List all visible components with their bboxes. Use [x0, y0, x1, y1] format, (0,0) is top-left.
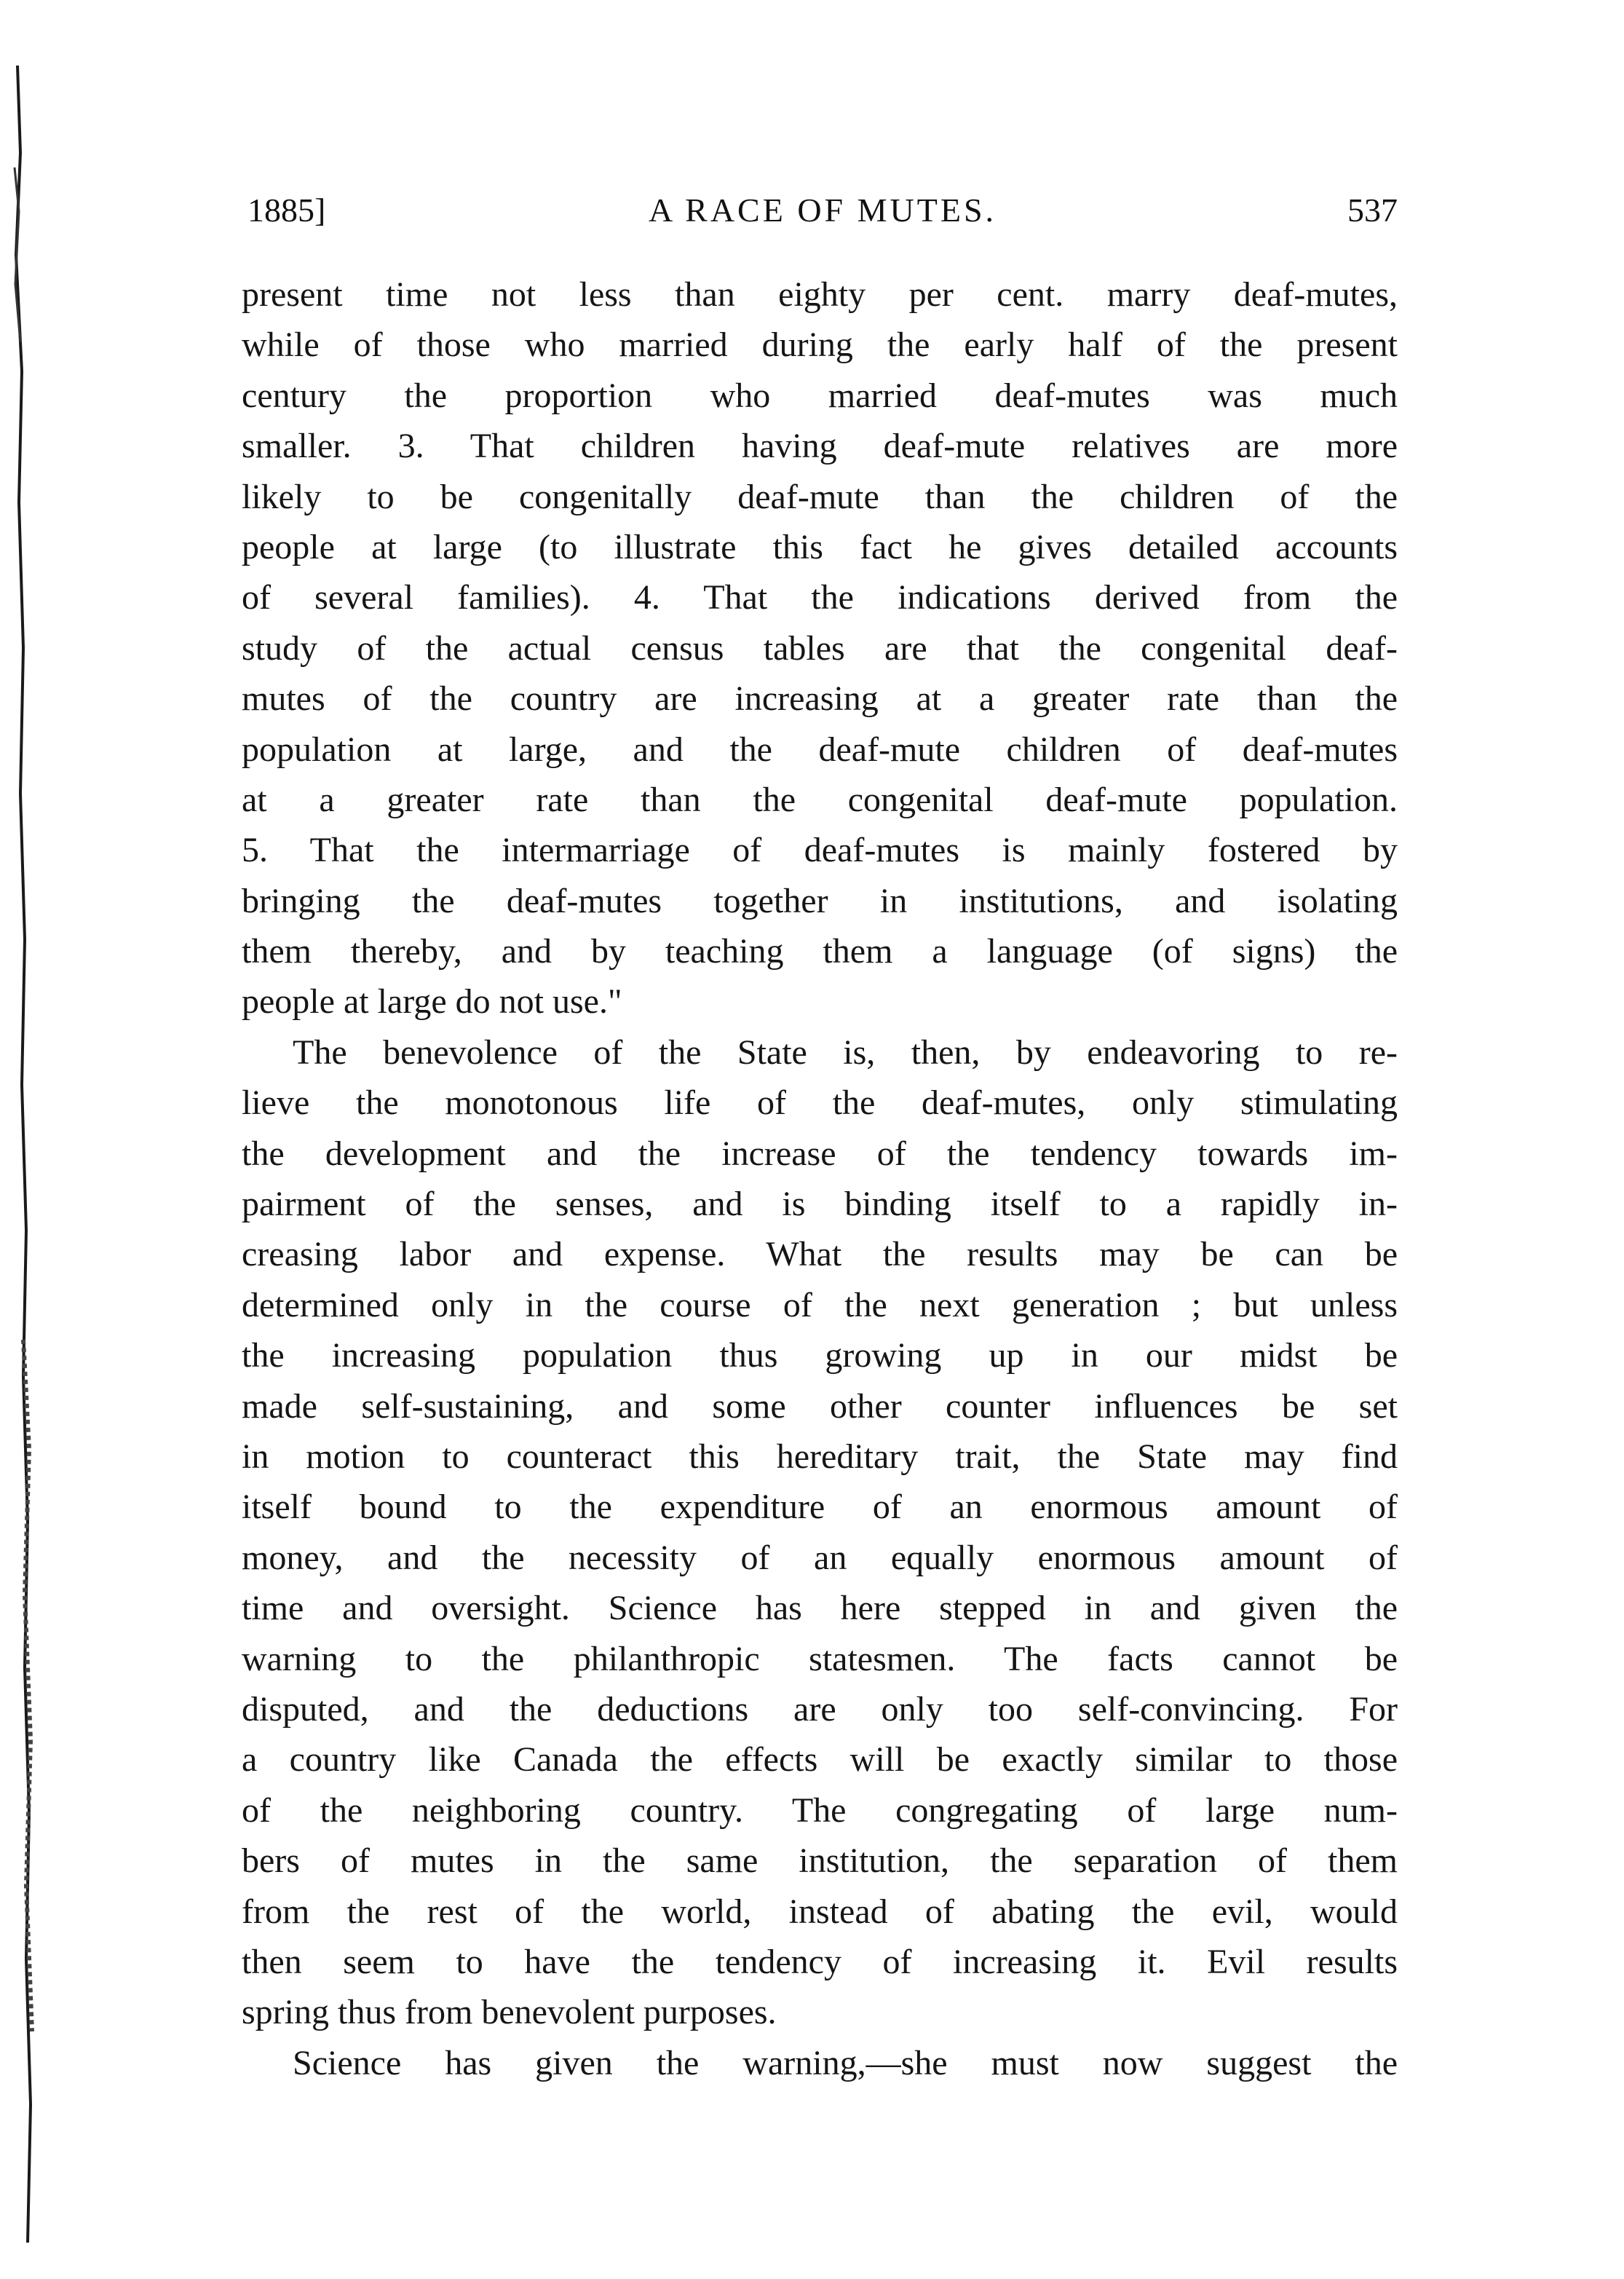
text-line: the increasing population thus growing up in our midst be [242, 1336, 1398, 1375]
text-line: money, and the necessity of an equally enormous amount of [242, 1538, 1398, 1577]
text-line: people at large (to illustrate this fact he gives detailed accounts [242, 527, 1398, 566]
text-line: then seem to have the tendency of increasing it. Evil results [242, 1942, 1398, 1981]
text-line: the development and the increase of the tendency towards im- [242, 1134, 1398, 1173]
page-number: 537 [1347, 191, 1398, 229]
text-line: from the rest of the world, instead of abating the evil, would [242, 1892, 1398, 1931]
text-line: at a greater rate than the congenital deaf-mute population. [242, 780, 1398, 819]
text-line: determined only in the course of the next generation ; but unless [242, 1285, 1398, 1324]
text-line: a country like Canada the effects will be exactly similar to those [242, 1740, 1398, 1780]
running-head [247, 191, 1398, 242]
running-head-year: 1885] [247, 191, 326, 229]
text-line: of the neighboring country. The congregating of large num- [242, 1790, 1398, 1830]
text-line: smaller. 3. That children having deaf-mute relatives are more [242, 427, 1398, 466]
binding-edge-shadow [13, 66, 38, 2243]
text-line: time and oversight. Science has here stepped in and given the [242, 1589, 1398, 1628]
text-line: disputed, and the deductions are only too self-convincing. For [242, 1689, 1398, 1729]
text-line: them thereby, and by teaching them a language (of signs) the [242, 932, 1398, 971]
text-line: bringing the deaf-mutes together in institutions, and isolating [242, 881, 1398, 920]
paragraph-2 [242, 1027, 1398, 2038]
text-line: likely to be congenitally deaf-mute than the children of the [242, 477, 1398, 516]
text-line: warning to the philanthropic statesmen. The facts cannot be [242, 1639, 1398, 1678]
text-line: pairment of the senses, and is binding itself to a rapidly in- [242, 1185, 1398, 1224]
text-line: population at large, and the deaf-mute children of deaf-mutes [242, 730, 1398, 769]
text-line: present time not less than eighty per cent. marry deaf-mutes, [242, 275, 1398, 314]
text-line: creasing labor and expense. What the results may be can be [242, 1235, 1398, 1274]
text-line: while of those who married during the early half of the present [242, 325, 1398, 365]
text-line: bers of mutes in the same institution, the separation of them [242, 1841, 1398, 1881]
paragraph-1 [242, 269, 1398, 1027]
text-line: of several families). 4. That the indications derived from the [242, 578, 1398, 617]
text-line: century the proportion who married deaf-mutes was much [242, 376, 1398, 415]
text-line: 5. That the intermarriage of deaf-mutes is mainly fostered by [242, 831, 1398, 870]
text-line: spring thus from benevolent purposes. [242, 1993, 777, 2032]
text-line: The benevolence of the State is, then, by endeavoring to re- [293, 1032, 1398, 1072]
text-line: itself bound to the expenditure of an enormous amount of [242, 1488, 1398, 1527]
text-line: mutes of the country are increasing at a greater rate than the [242, 679, 1398, 719]
text-line: study of the actual census tables are that the congenital deaf- [242, 628, 1398, 668]
text-line: people at large do not use." [242, 982, 622, 1022]
text-line: lieve the monotonous life of the deaf-mutes, only stimulating [242, 1083, 1398, 1123]
body-text [242, 269, 1398, 2088]
text-line: Science has given the warning,—she must now suggest the [293, 2043, 1398, 2082]
running-head-title: A RACE OF MUTES. [648, 191, 997, 229]
text-line: made self-sustaining, and some other counter influences be set [242, 1386, 1398, 1426]
text-line: in motion to counteract this hereditary trait, the State may find [242, 1437, 1398, 1476]
paragraph-3 [242, 2038, 1398, 2088]
